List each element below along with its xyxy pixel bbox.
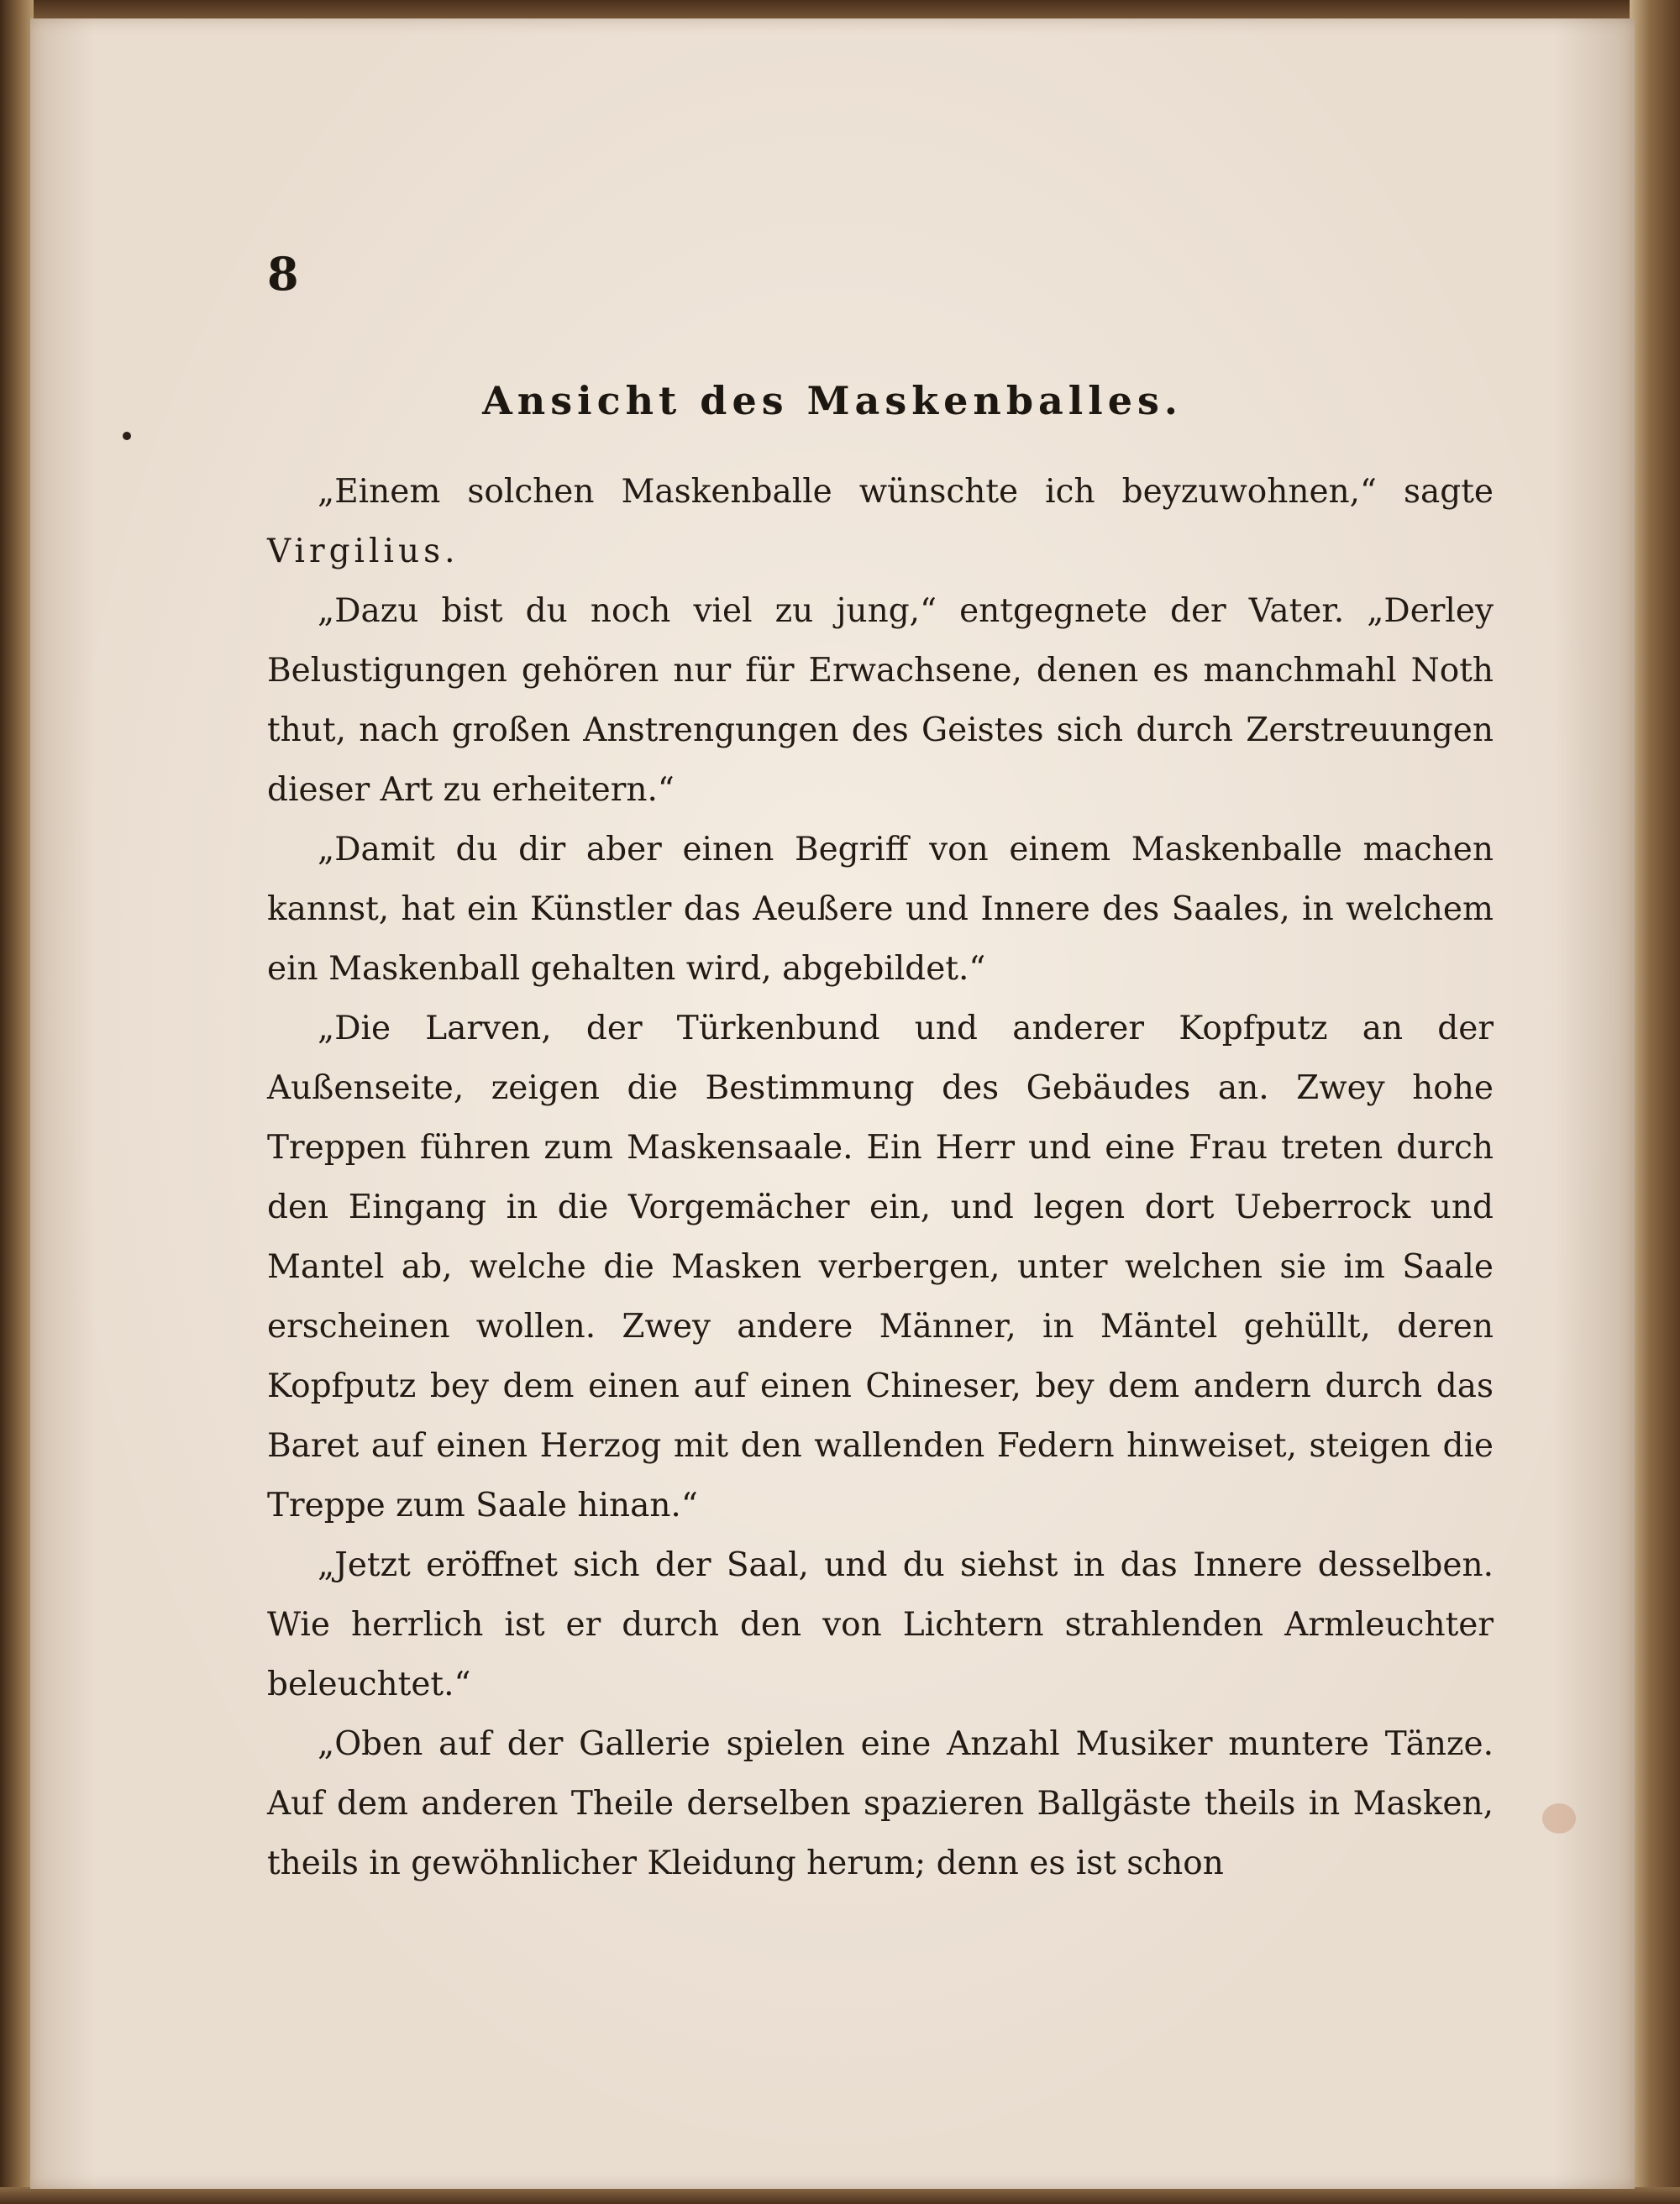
paper-stain	[1542, 1803, 1576, 1834]
book-cover-right-edge	[1630, 0, 1680, 2204]
paragraph-text: „Einem solchen Maskenballe wünschte ich beyzuwohnen,“ sagte	[318, 473, 1494, 511]
paragraph: „Jetzt eröffnet sich der Saal, und du siehst in das Innere desselben. Wie herrlich ist er durch den von Lichtern strahlenden Armleuchter beleuchtet.“	[267, 1546, 1494, 1703]
speaker-name: Virgilius	[267, 533, 445, 570]
book-page	[30, 18, 1635, 2189]
chapter-heading: Ansicht des Maskenballes.	[482, 378, 1183, 423]
paragraph: „Die Larven, der Türkenbund und anderer Kopfputz an der Außenseite, zeigen die Bestimmung des Gebäudes an. Zwey hohe Treppen führen zum Maskensaale. Ein Herr und eine Frau treten durch den Eingang in die Vorgemächer ein, und legen dort Ueberrock und Mantel ab, welche die Masken verbergen, unter welchen sie im Saale erscheinen wollen. Zwey andere Männer, in Mäntel gehüllt, deren Kopfputz bey dem einen auf einen Chineser, bey dem andern durch das Baret auf einen Herzog mit den wallenden Federn hinweiset, steigen die Treppe zum Saale hinan.“	[267, 1010, 1494, 1524]
body-text	[267, 462, 1494, 1893]
paragraph	[267, 462, 1494, 581]
paragraph: „Oben auf der Gallerie spielen eine Anzahl Musiker muntere Tänze. Auf dem anderen Theile derselben spazieren Ballgäste theils in Masken, theils in gewöhnlicher Kleidung herum; denn es ist schon	[267, 1725, 1494, 1882]
ink-speck	[123, 432, 131, 440]
book-cover-bottom-edge	[0, 2187, 1680, 2204]
paragraph: „Dazu bist du noch viel zu jung,“ entgegnete der Vater. „Derley Belustigungen gehören nur für Erwachsene, denen es manchmahl Noth thut, nach großen Anstrengungen des Geistes sich durch Zerstreuungen dieser Art zu erheitern.“	[267, 592, 1494, 809]
paragraph-text: .	[444, 533, 455, 570]
paragraph: „Damit du dir aber einen Begriff von einem Maskenballe machen kannst, hat ein Künstler das Aeußere und Innere des Saales, in welchem ein Maskenball gehalten wird, abgebildet.“	[267, 831, 1494, 988]
book-cover-left-edge	[0, 0, 34, 2204]
page-number: 8	[267, 247, 299, 301]
